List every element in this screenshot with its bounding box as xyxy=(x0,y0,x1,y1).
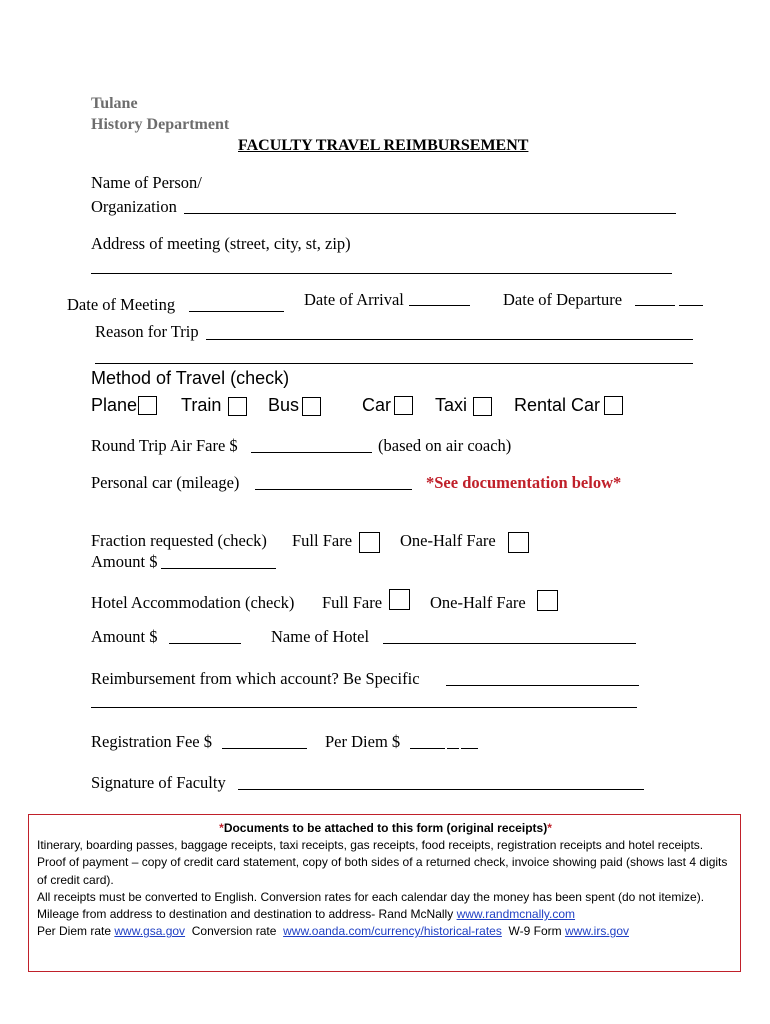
account-input-line[interactable] xyxy=(446,685,639,686)
option-plane-label: Plane xyxy=(91,395,138,415)
date-departure-input-line-a[interactable] xyxy=(635,305,675,306)
fraction-label: Fraction requested (check) xyxy=(91,531,267,550)
documents-rates xyxy=(37,923,734,940)
name-label-line2: Organization xyxy=(91,197,177,216)
bus-checkbox[interactable] xyxy=(302,397,321,416)
documents-mileage xyxy=(37,906,734,923)
reason-input-line[interactable] xyxy=(206,339,693,340)
hotel-half-fare-checkbox[interactable] xyxy=(537,590,558,611)
signature-input-line[interactable] xyxy=(238,789,644,790)
hotel-amount-input-line[interactable] xyxy=(169,643,241,644)
date-departure-label: Date of Departure xyxy=(503,290,623,309)
date-arrival-input-line[interactable] xyxy=(409,305,470,306)
option-car-label: Car xyxy=(362,395,392,415)
car-checkbox[interactable] xyxy=(394,396,413,415)
option-taxi-label: Taxi xyxy=(435,395,468,415)
mileage-text: Mileage from address to destination and destination to address- Rand McNally xyxy=(37,907,457,922)
hotel-full-fare-label: Full Fare xyxy=(322,593,383,612)
per-diem-input-line-a[interactable] xyxy=(410,748,445,749)
date-departure-input-line-b[interactable] xyxy=(679,305,703,306)
fraction-amount-label: Amount $ xyxy=(91,552,158,571)
gsa-link[interactable]: www.gsa.gov xyxy=(114,924,186,939)
name-label-line1: Name of Person/ xyxy=(91,173,202,192)
account-input-line-2[interactable] xyxy=(91,707,637,708)
hotel-amount-label: Amount $ xyxy=(91,627,158,646)
airfare-input-line[interactable] xyxy=(251,452,372,453)
taxi-checkbox[interactable] xyxy=(473,397,492,416)
w9-form-text: W-9 Form xyxy=(501,924,565,939)
documents-text xyxy=(37,820,734,940)
documents-heading-text: Documents to be attached to this form (original receipts) xyxy=(223,821,548,835)
documents-conversion: All receipts must be converted to English. Conversion rates for each calendar day the money has been spent (do not itemize). xyxy=(37,889,705,904)
documents-box xyxy=(28,814,741,972)
documents-itinerary: Itinerary, boarding passes, baggage receipts, taxi receipts, gas receipts, food receipts, registration receipts and hotel receipts. xyxy=(37,838,704,853)
oanda-link[interactable]: www.oanda.com/currency/historical-rates xyxy=(283,924,502,939)
rental-car-checkbox[interactable] xyxy=(604,396,623,415)
conversion-rate-text: Conversion rate xyxy=(185,924,284,939)
date-meeting-label: Date of Meeting xyxy=(67,295,176,314)
date-meeting-input-line[interactable] xyxy=(189,311,284,312)
name-input-line[interactable] xyxy=(184,213,676,214)
airfare-label: Round Trip Air Fare $ xyxy=(91,436,238,455)
per-diem-label: Per Diem $ xyxy=(325,732,401,751)
address-label: Address of meeting (street, city, st, zip) xyxy=(91,234,351,253)
irs-link[interactable]: www.irs.gov xyxy=(564,924,629,939)
date-arrival-label: Date of Arrival xyxy=(304,290,404,309)
hotel-half-fare-label: One-Half Fare xyxy=(430,593,526,612)
option-train-label: Train xyxy=(181,395,222,415)
train-checkbox[interactable] xyxy=(228,397,247,416)
address-input-line[interactable] xyxy=(91,273,672,274)
registration-fee-label: Registration Fee $ xyxy=(91,732,212,751)
documents-proof-of-payment: Proof of payment – copy of credit card statement, copy of both sides of a returned check, invoice showing paid (shows last 4 digits of credit card). xyxy=(37,855,728,887)
documents-star-right: * xyxy=(547,821,552,835)
personal-car-input-line[interactable] xyxy=(255,489,412,490)
hotel-name-label: Name of Hotel xyxy=(271,627,370,646)
fraction-half-fare-checkbox[interactable] xyxy=(508,532,529,553)
hotel-full-fare-checkbox[interactable] xyxy=(389,589,410,610)
hotel-name-input-line[interactable] xyxy=(383,643,636,644)
signature-label: Signature of Faculty xyxy=(91,773,226,792)
hotel-label: Hotel Accommodation (check) xyxy=(91,593,295,612)
account-label: Reimbursement from which account? Be Specific xyxy=(91,669,420,688)
reason-label: Reason for Trip xyxy=(95,322,199,341)
documents-heading xyxy=(37,820,734,837)
randmcnally-link[interactable]: www.randmcnally.com xyxy=(456,907,576,922)
per-diem-input-line-b[interactable] xyxy=(447,748,459,749)
org-name: Tulane xyxy=(91,95,138,112)
per-diem-input-line-c[interactable] xyxy=(461,748,478,749)
option-bus-label: Bus xyxy=(268,395,300,415)
plane-checkbox[interactable] xyxy=(138,396,157,415)
fraction-full-fare-label: Full Fare xyxy=(292,531,353,550)
registration-fee-input-line[interactable] xyxy=(222,748,307,749)
per-diem-rate-text: Per Diem rate xyxy=(37,924,115,939)
personal-car-label: Personal car (mileage) xyxy=(91,473,240,492)
option-rental-car-label: Rental Car xyxy=(514,395,601,415)
form-title: FACULTY TRAVEL REIMBURSEMENT xyxy=(238,137,529,154)
documents-star-left: * xyxy=(219,821,224,835)
fraction-half-fare-label: One-Half Fare xyxy=(400,531,496,550)
see-documentation-note: *See documentation below* xyxy=(426,473,622,492)
fraction-amount-input-line[interactable] xyxy=(161,568,276,569)
dept-name: History Department xyxy=(91,116,230,133)
reason-input-line-2[interactable] xyxy=(95,363,693,364)
method-heading: Method of Travel (check) xyxy=(91,368,290,388)
airfare-note: (based on air coach) xyxy=(378,436,512,455)
fraction-full-fare-checkbox[interactable] xyxy=(359,532,380,553)
